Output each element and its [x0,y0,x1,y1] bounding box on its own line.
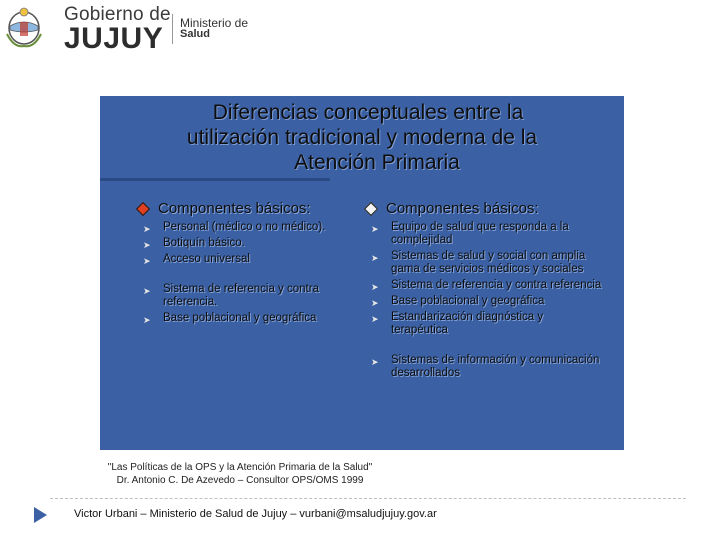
triangle-arrow-icon [34,507,47,523]
ministry-line-2: Salud [180,28,210,40]
component-list [366,221,602,380]
list-item: ➤ Personal (médico o no médico). [143,221,326,234]
list-item: ➤ Botiquín básico. [143,237,245,250]
list-item: ➤ Base poblacional y geográfica [371,295,545,308]
list-item: ➤ Sistemas de información y comunicación desarrollados [371,354,600,379]
list-item: ➤ Sistema de referencia y contra referencia. [143,283,319,308]
pointer-bullet-icon: ➤ [371,357,379,367]
gobierno-jujuy-logo [0,0,260,56]
list-item: ➤ Sistemas de salud y social con amplia gama de servicios médicos y sociales [371,250,586,275]
logo-line-2: JUJUY [64,22,164,55]
list-item: ➤ Equipo de salud que responda a la complejidad [371,221,569,246]
diamond-bullet-icon [136,201,150,215]
slide-title-line: Diferencias conceptuales entre la [212,101,524,124]
pointer-bullet-icon: ➤ [143,240,151,250]
pointer-bullet-icon: ➤ [143,315,151,325]
column-heading-text: Componentes básicos: [386,200,539,217]
column-heading-text: Componentes básicos: [158,200,311,217]
modern-column [366,200,602,383]
pointer-bullet-icon: ➤ [143,286,151,296]
logo-line-1: Gobierno de [64,4,171,25]
pointer-bullet-icon: ➤ [371,314,379,324]
slide-title-line: utilización tradicional y moderna de la [186,126,538,149]
provincial-seal-icon [4,4,44,48]
citation-line: "Las Políticas de la OPS y la Atención Primaria de la Salud" [107,462,373,473]
pointer-bullet-icon: ➤ [143,224,151,234]
column-heading [138,200,358,217]
diamond-bullet-icon [364,201,378,215]
citation-line: Dr. Antonio C. De Azevedo – Consultor OPS/OMS 1999 [116,475,364,486]
pointer-bullet-icon: ➤ [371,224,379,234]
list-item: ➤ Base poblacional y geográfica [143,312,317,325]
footer-divider [50,498,686,499]
slide-title [100,100,624,175]
pointer-bullet-icon: ➤ [371,282,379,292]
traditional-column [138,200,358,328]
slide-panel [100,96,624,450]
pointer-bullet-icon: ➤ [371,298,379,308]
logo-divider [172,14,173,44]
ministry-line-1: Ministerio de [180,16,249,30]
pointer-bullet-icon: ➤ [143,256,151,266]
title-underline-bar [100,178,330,181]
slide-title-line: Atención Primaria [294,151,460,174]
pointer-bullet-icon: ➤ [371,253,379,263]
column-heading [366,200,602,217]
component-list [138,221,358,325]
list-item: ➤ Sistema de referencia y contra referencia [371,279,602,292]
list-item: ➤ Estandarización diagnóstica y terapéutica [371,311,544,336]
list-item: ➤ Acceso universal [143,253,250,266]
source-citation [90,461,390,487]
footer-text: Victor Urbani – Ministerio de Salud de Jujuy – vurbani@msaludjujuy.gov.ar [74,508,437,520]
